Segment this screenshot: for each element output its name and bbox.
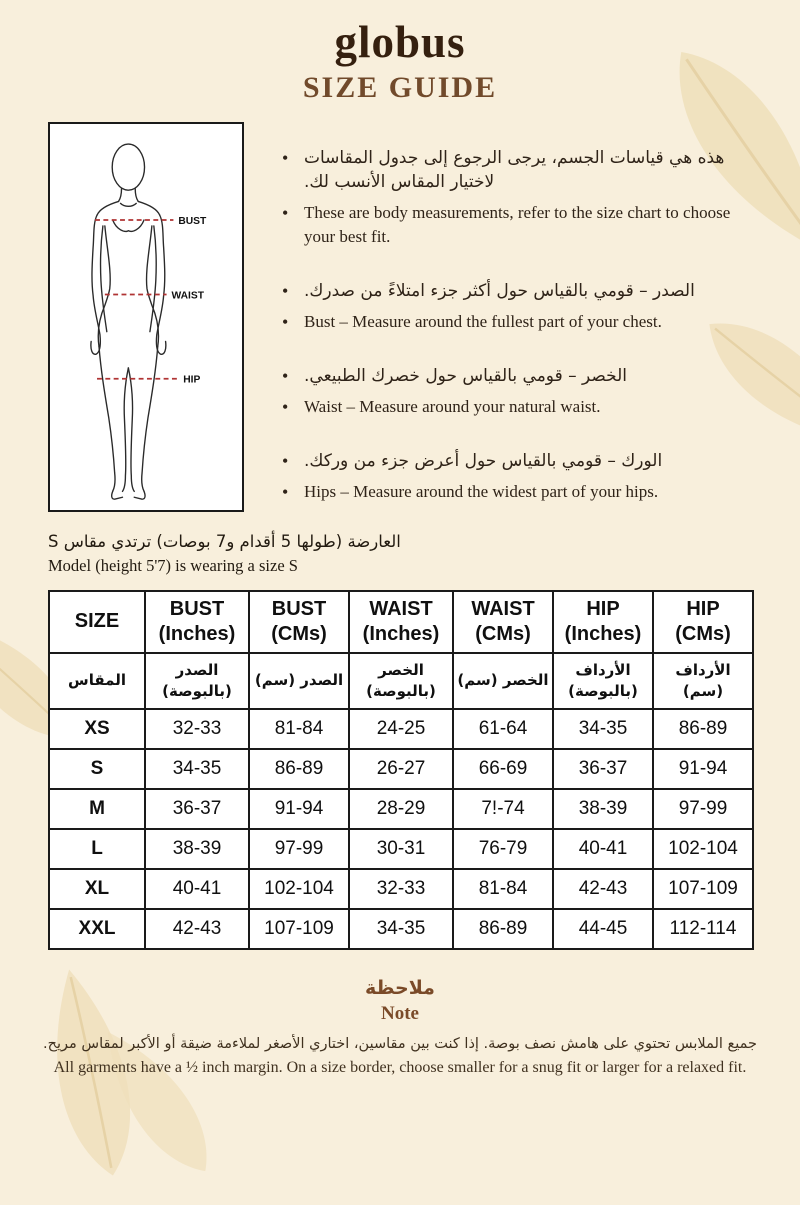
brand-logo: globus: [334, 17, 466, 67]
column-header-size: SIZE: [49, 591, 145, 653]
size-cell: XL: [49, 869, 145, 909]
bullet-item: [282, 146, 752, 194]
bullet-text-arabic: الورك – قومي بالقياس حول أعرض جزء من وركك.: [304, 450, 663, 471]
measurement-cell: 34-35: [349, 909, 453, 949]
size-table-body: [49, 709, 753, 949]
column-header-bust-cms: BUST (CMs): [249, 591, 349, 653]
measurement-cell: 38-39: [553, 789, 653, 829]
bullet-dot: •: [282, 311, 289, 332]
size-table-row: [49, 789, 753, 829]
measurement-cell: 107-109: [653, 869, 753, 909]
bullet-dot: •: [282, 365, 289, 386]
column-header-waist-cms-arabic: الخصر (سم): [453, 653, 553, 709]
model-size-note: [0, 530, 800, 576]
waist-line-label: WAIST: [171, 289, 204, 301]
measurement-cell: 36-37: [145, 789, 249, 829]
measurement-cell: 44-45: [553, 909, 653, 949]
measurement-cell: 76-79: [453, 829, 553, 869]
measurement-cell: 40-41: [145, 869, 249, 909]
size-cell: S: [49, 749, 145, 789]
measurement-cell: 38-39: [145, 829, 249, 869]
bullet-dot: •: [282, 481, 289, 502]
measurement-cell: 97-99: [653, 789, 753, 829]
bullet-dot: •: [282, 202, 289, 223]
note-body-arabic: جميع الملابس تحتوي على هامش نصف بوصة. إذا كنت بين مقاسين، اختاري الأصغر لملاءمة ضيقة أو الأكبر لمقاس مريح.: [43, 1035, 757, 1052]
bullet-text-english: Bust – Measure around the fullest part of your chest.: [304, 311, 662, 331]
measurement-cell: 86-89: [453, 909, 553, 949]
measurement-cell: 81-84: [249, 709, 349, 749]
column-header-waist-cms: WAIST (CMs): [453, 591, 553, 653]
arabic-header-row: [49, 653, 753, 709]
measurement-cell: 30-31: [349, 829, 453, 869]
size-table-row: [49, 869, 753, 909]
measurement-cell: 107-109: [249, 909, 349, 949]
bullet-text-english: These are body measurements, refer to the size chart to choose your best fit.: [304, 202, 731, 246]
bullet-item: [282, 279, 752, 303]
measurement-cell: 91-94: [249, 789, 349, 829]
measurement-cell: 34-35: [145, 749, 249, 789]
note-body-english: All garments have a ½ inch margin. On a size border, choose smaller for a snug fit or larger for a relaxed fit.: [53, 1059, 747, 1077]
hip-line-label: HIP: [183, 374, 201, 386]
measurement-cell: 91-94: [653, 749, 753, 789]
measurement-cell: 86-89: [653, 709, 753, 749]
measurement-cell: 66-69: [453, 749, 553, 789]
size-table-row: [49, 749, 753, 789]
bullet-dot: •: [282, 450, 289, 471]
column-header-bust-inches-arabic: الصدر (بالبوصة): [145, 653, 249, 709]
measurement-cell: 26-27: [349, 749, 453, 789]
size-cell: XXL: [49, 909, 145, 949]
measurement-cell: 112-114: [653, 909, 753, 949]
english-header-row: [49, 591, 753, 653]
note-title-english: Note: [381, 1003, 419, 1025]
measurement-cell: 34-35: [553, 709, 653, 749]
body-measurement-diagram: [48, 122, 244, 512]
bullet-item: [282, 201, 752, 249]
column-header-hip-inches: HIP (Inches): [553, 591, 653, 653]
measurement-cell: 97-99: [249, 829, 349, 869]
column-header-waist-inches: WAIST (Inches): [349, 591, 453, 653]
bullet-item: [282, 310, 752, 334]
note-section: [0, 976, 800, 1079]
column-header-size-arabic: المقاس: [49, 653, 145, 709]
model-note-english: Model (height 5'7) is wearing a size S: [48, 555, 298, 575]
bullet-item: [282, 480, 752, 504]
measurement-cell: 24-25: [349, 709, 453, 749]
size-chart-table: [48, 590, 754, 950]
bullet-text-english: Waist – Measure around your natural waist.: [304, 396, 601, 416]
bust-line-label: BUST: [178, 215, 207, 227]
bullet-text-arabic: الصدر – قومي بالقياس حول أكثر جزء امتلاءً من صدرك.: [304, 280, 695, 301]
bullet-text-arabic: هذه هي قياسات الجسم، يرجى الرجوع إلى جدول المقاسات لاختيار المقاس الأنسب لك.: [304, 147, 725, 192]
measurement-cell: 28-29: [349, 789, 453, 829]
bullet-dot: •: [282, 147, 289, 168]
note-title-arabic: ملاحظة: [365, 976, 435, 999]
column-header-bust-inches: BUST (Inches): [145, 591, 249, 653]
column-header-hip-inches-arabic: الأرداف (بالبوصة): [553, 653, 653, 709]
bullet-text-arabic: الخصر – قومي بالقياس حول خصرك الطبيعي.: [304, 365, 628, 386]
column-header-hip-cms-arabic: الأرداف (سم): [653, 653, 753, 709]
bullet-dot: •: [282, 396, 289, 417]
column-header-bust-cms-arabic: الصدر (سم): [249, 653, 349, 709]
size-table-row: [49, 909, 753, 949]
measurement-cell: 42-43: [145, 909, 249, 949]
instruction-bullet-list: [282, 122, 752, 512]
model-note-arabic: العارضة (طولها 5 أقدام و7 بوصات) ترتدي مقاس S: [48, 531, 401, 551]
size-cell: M: [49, 789, 145, 829]
measurement-instructions-section: [0, 122, 800, 512]
column-header-hip-cms: HIP (CMs): [653, 591, 753, 653]
measurement-cell: 86-89: [249, 749, 349, 789]
bullet-item: [282, 395, 752, 419]
bullet-dot: •: [282, 280, 289, 301]
measurement-cell: 102-104: [249, 869, 349, 909]
measurement-cell: 42-43: [553, 869, 653, 909]
body-figure-illustration: [50, 124, 242, 510]
column-header-waist-inches-arabic: الخصر (بالبوصة): [349, 653, 453, 709]
bullet-item: [282, 449, 752, 473]
measurement-cell: 32-33: [145, 709, 249, 749]
measurement-cell: 81-84: [453, 869, 553, 909]
measurement-cell: 40-41: [553, 829, 653, 869]
measurement-cell: 7!-74: [453, 789, 553, 829]
measurement-cell: 61-64: [453, 709, 553, 749]
measurement-cell: 102-104: [653, 829, 753, 869]
measurement-cell: 36-37: [553, 749, 653, 789]
measurement-cell: 32-33: [349, 869, 453, 909]
bullet-item: [282, 364, 752, 388]
page-title: SIZE GUIDE: [302, 70, 498, 104]
size-cell: L: [49, 829, 145, 869]
size-cell: XS: [49, 709, 145, 749]
size-table-row: [49, 709, 753, 749]
bullet-text-english: Hips – Measure around the widest part of your hips.: [304, 481, 659, 501]
size-table-row: [49, 829, 753, 869]
